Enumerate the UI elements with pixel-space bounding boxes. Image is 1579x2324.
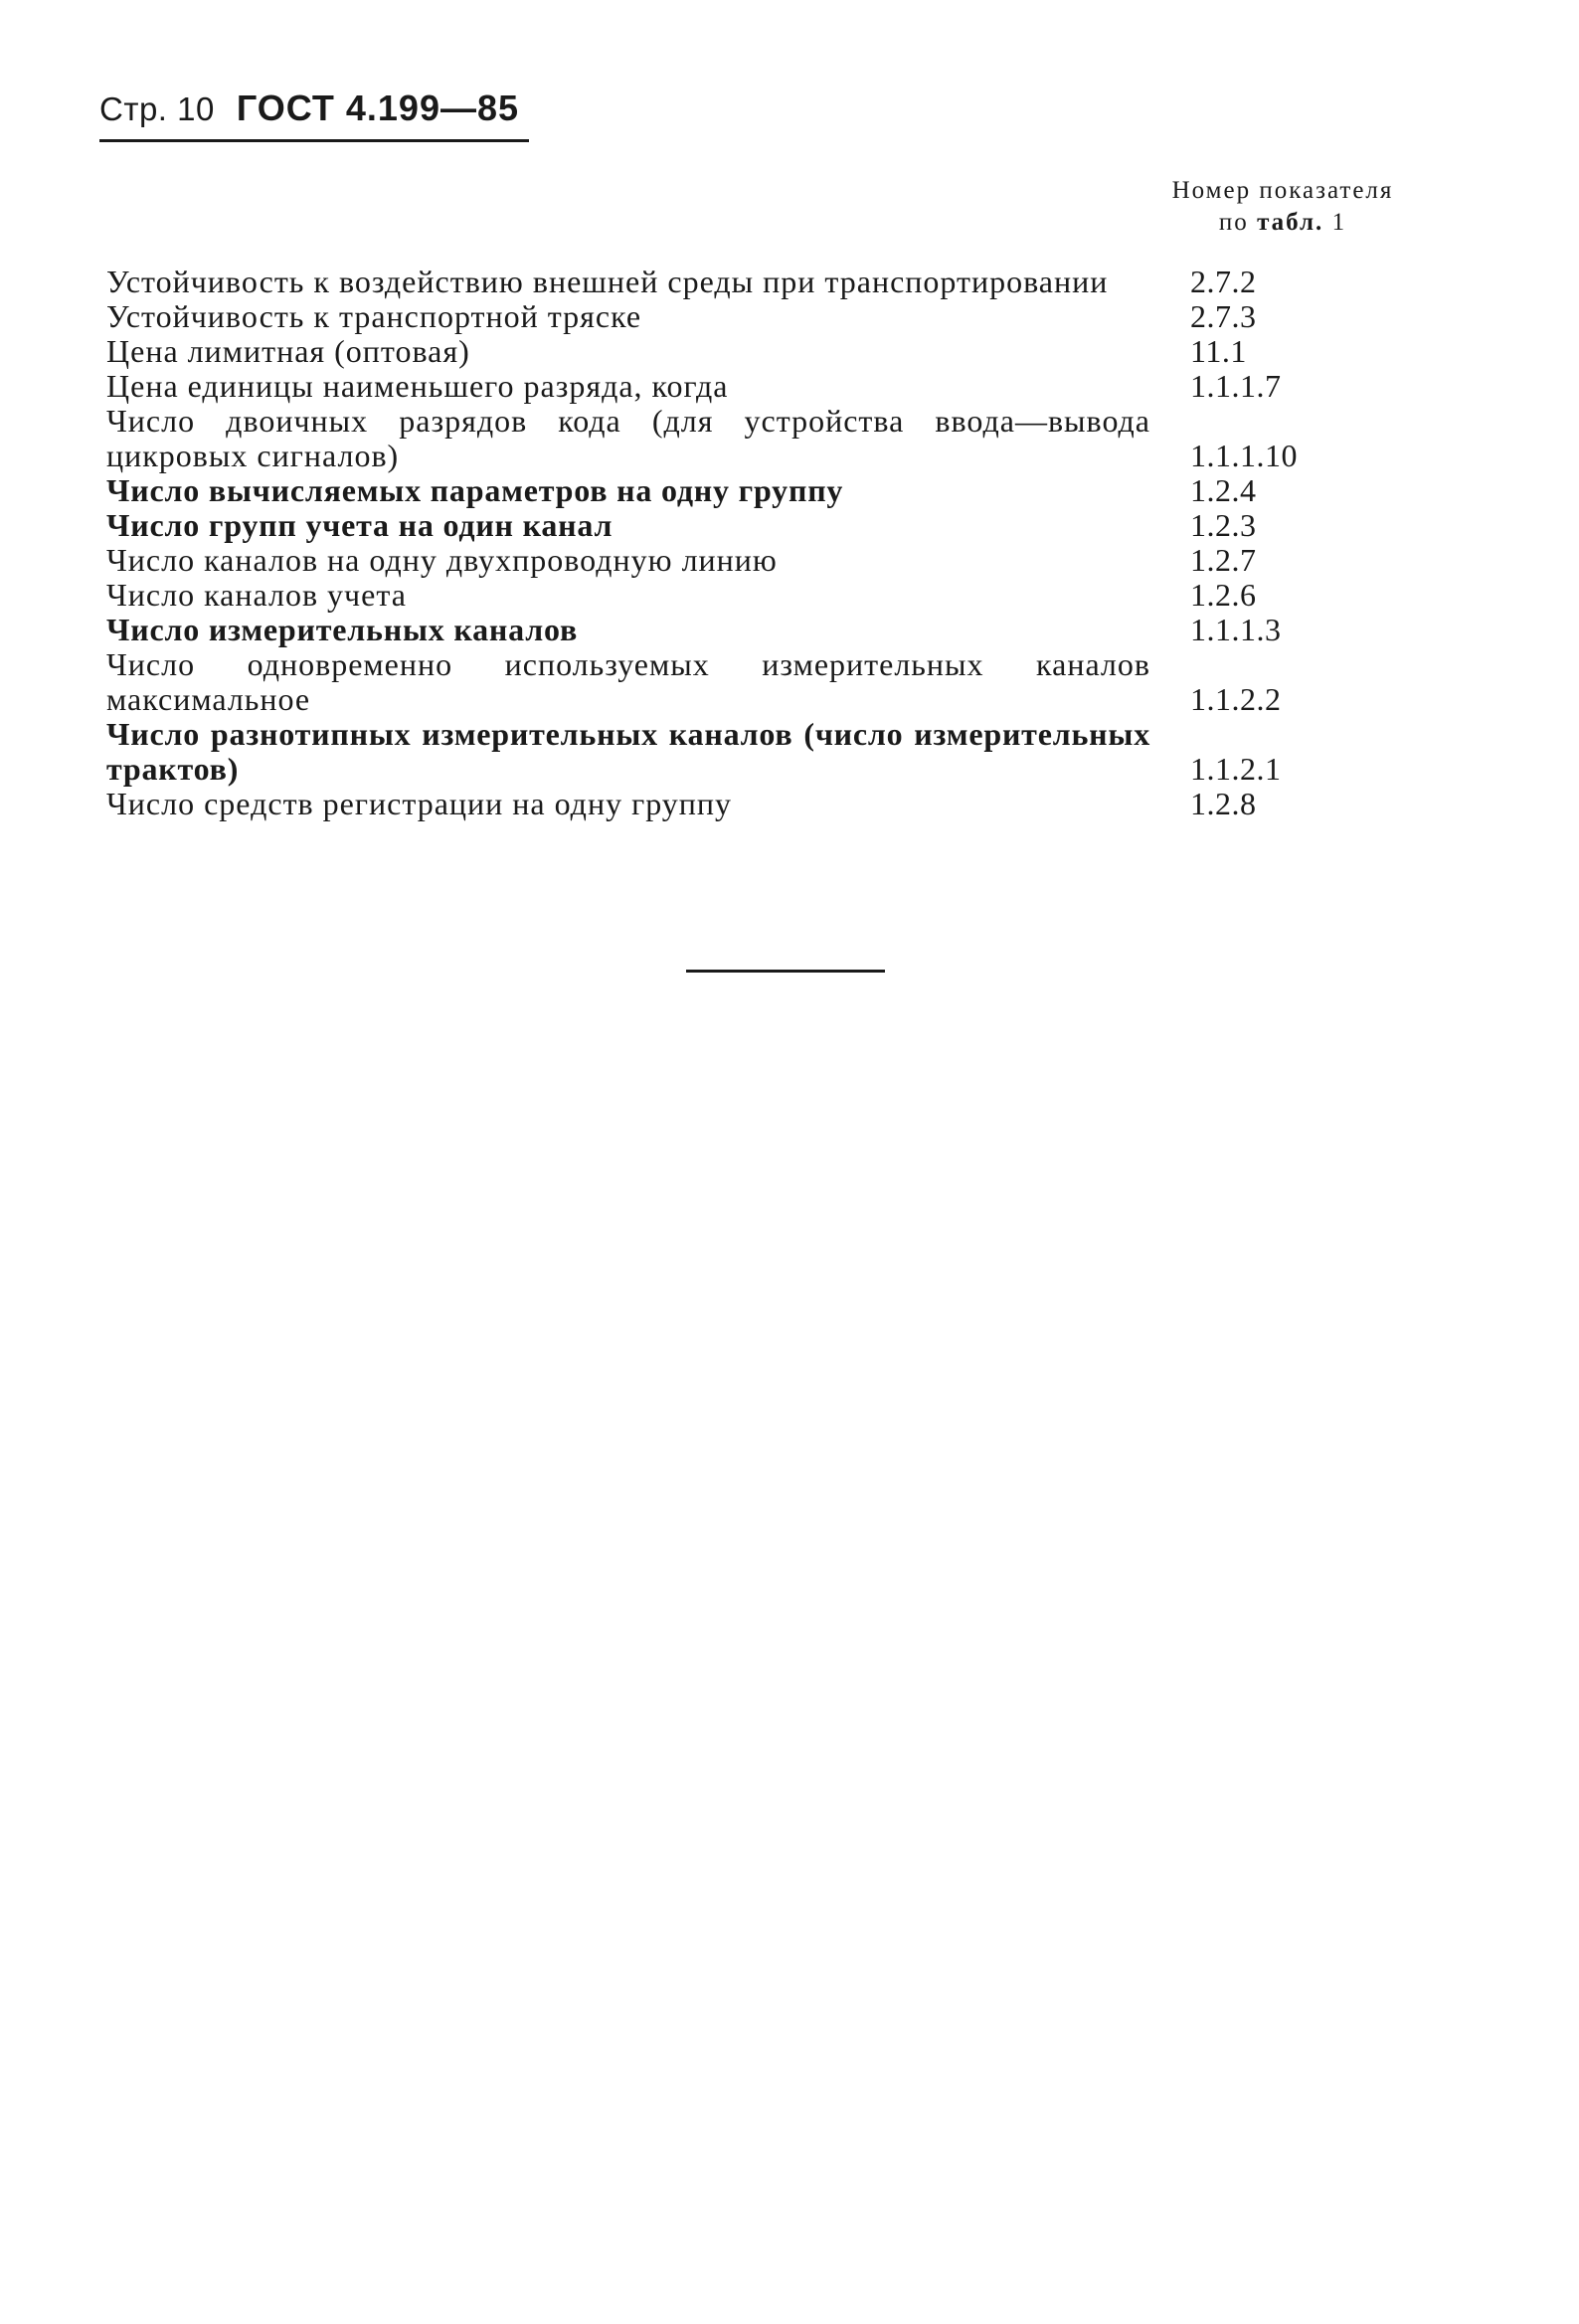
- index-entry: [106, 369, 1339, 404]
- index-entry: [106, 647, 1339, 717]
- index-entry: [106, 404, 1339, 473]
- entry-number: 1.2.8: [1190, 786, 1257, 821]
- entry-number: 1.1.1.3: [1190, 612, 1282, 647]
- page-header: [99, 88, 519, 129]
- index-entry: [106, 299, 1339, 334]
- entry-number: 2.7.3: [1190, 298, 1257, 334]
- entry-text: Устойчивость к транспортной тряске: [106, 298, 642, 334]
- index-entry: [106, 473, 1339, 508]
- entry-number: 1.2.6: [1190, 577, 1257, 613]
- index-list: [106, 265, 1339, 821]
- entry-text: Число средств регистрации на одну группу: [106, 786, 733, 821]
- entry-text: Число двоичных разрядов кода (для устройства ввода—вывода цикровых сигналов): [106, 403, 1150, 473]
- column-caption-suffix: 1: [1323, 209, 1347, 236]
- entry-text: Число одновременно используемых измерительных каналов максимальное: [106, 646, 1150, 717]
- entry-text: Цена лимитная (оптовая): [106, 333, 470, 369]
- index-entry: [106, 613, 1339, 647]
- entry-text: Число каналов на одну двухпроводную линию: [106, 542, 778, 578]
- column-caption-line2: [1114, 207, 1452, 239]
- column-caption: [1114, 175, 1452, 239]
- header-rule: [99, 139, 529, 142]
- column-caption-line1: Номер показателя: [1171, 177, 1394, 204]
- standard-code: ГОСТ 4.199—85: [236, 88, 520, 128]
- column-caption-prefix: по: [1218, 209, 1258, 236]
- index-entry: [106, 787, 1339, 821]
- end-rule: [686, 970, 885, 973]
- entry-number: 1.1.1.10: [1190, 438, 1298, 473]
- entry-number: 2.7.2: [1190, 264, 1257, 299]
- entry-text: Цена единицы наименьшего разряда, когда: [106, 368, 729, 404]
- entry-number: 1.2.3: [1190, 507, 1257, 543]
- index-entry: [106, 543, 1339, 578]
- entry-number: 1.1.1.7: [1190, 368, 1282, 404]
- index-entry: [106, 265, 1339, 299]
- entry-text: Устойчивость к воздействию внешней среды при транспортировании: [106, 264, 1109, 299]
- entry-number: 1.2.7: [1190, 542, 1257, 578]
- entry-text: Число вычисляемых параметров на одну группу: [106, 472, 844, 508]
- entry-number: 1.1.2.1: [1190, 751, 1282, 787]
- entry-number: 11.1: [1190, 333, 1247, 369]
- index-entry: [106, 717, 1339, 787]
- index-entry: [106, 578, 1339, 613]
- page-number: Стр. 10: [99, 90, 215, 127]
- entry-text: Число разнотипных измерительных каналов (число измерительных трактов): [106, 716, 1150, 787]
- entry-number: 1.1.2.2: [1190, 681, 1282, 717]
- entry-text: Число каналов учета: [106, 577, 407, 613]
- index-entry: [106, 508, 1339, 543]
- entry-number: 1.2.4: [1190, 472, 1257, 508]
- index-entry: [106, 334, 1339, 369]
- entry-text: Число измерительных каналов: [106, 612, 579, 647]
- entry-text: Число групп учета на один канал: [106, 507, 614, 543]
- column-caption-table: табл.: [1257, 209, 1324, 236]
